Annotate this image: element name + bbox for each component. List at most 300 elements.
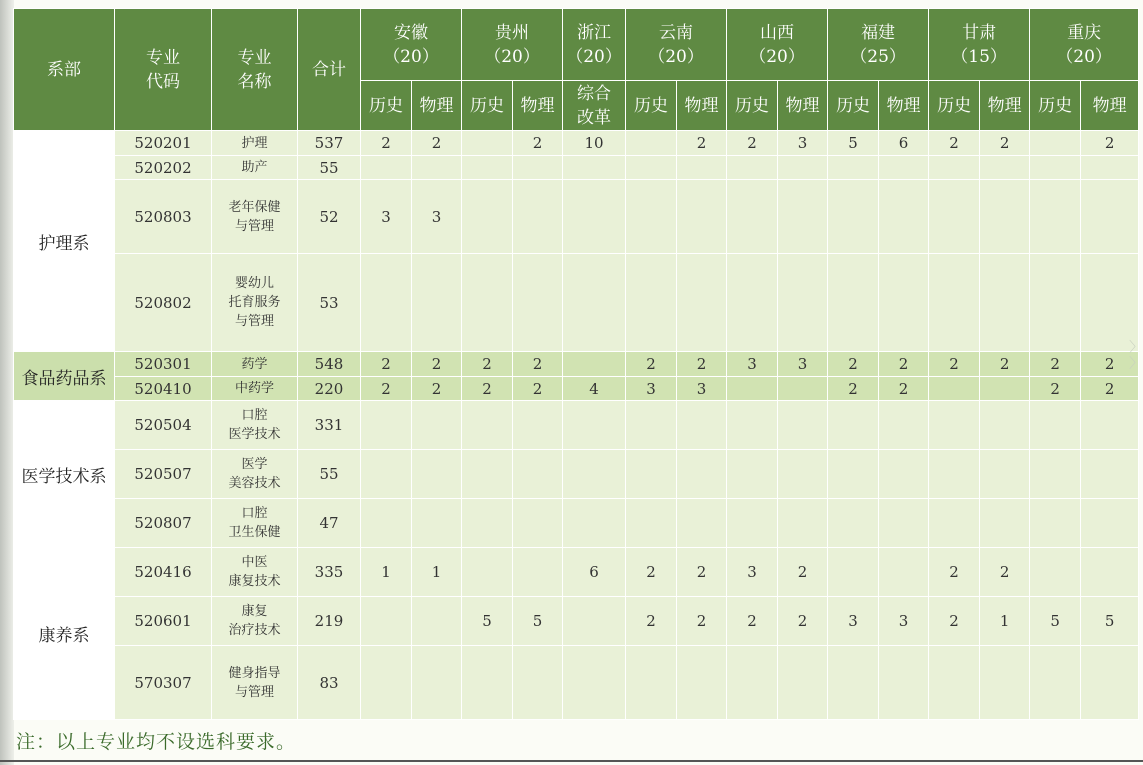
quota-cell bbox=[361, 156, 412, 180]
quota-cell bbox=[626, 499, 677, 548]
table-row bbox=[14, 646, 1139, 720]
quota-cell bbox=[563, 254, 626, 352]
quota-cell bbox=[1030, 254, 1081, 352]
quota-cell: 2 bbox=[412, 377, 462, 401]
quota-cell bbox=[1030, 401, 1081, 450]
province-quota: （20） bbox=[484, 46, 540, 67]
header-subject bbox=[727, 81, 778, 131]
quota-cell bbox=[879, 156, 929, 180]
table-row bbox=[14, 180, 1139, 254]
quota-cell bbox=[412, 499, 462, 548]
quota-cell: 3 bbox=[727, 352, 778, 377]
quota-cell: 2 bbox=[1030, 377, 1081, 401]
quota-cell: 3 bbox=[778, 131, 828, 156]
quota-cell bbox=[879, 401, 929, 450]
header-subject-line: 物理 bbox=[785, 95, 820, 116]
header-province bbox=[1030, 9, 1139, 81]
quota-cell bbox=[879, 450, 929, 499]
quota-cell bbox=[513, 450, 563, 499]
header-dept: 系部 bbox=[14, 9, 115, 131]
major-name-line: 托育服务 bbox=[228, 295, 281, 310]
province-name: 重庆 bbox=[1067, 22, 1102, 43]
major-name-line: 与管理 bbox=[234, 684, 274, 700]
quota-cell bbox=[361, 401, 412, 450]
total-cell: 52 bbox=[298, 180, 361, 254]
header-subject bbox=[462, 81, 513, 131]
quota-cell: 5 bbox=[1081, 597, 1139, 646]
major-name-cell bbox=[212, 131, 298, 156]
quota-cell bbox=[929, 180, 980, 254]
header-name bbox=[212, 9, 298, 131]
quota-cell: 1 bbox=[412, 548, 462, 597]
quota-cell bbox=[462, 450, 513, 499]
header-subject-line: 历史 bbox=[634, 95, 669, 116]
quota-cell bbox=[513, 180, 563, 254]
quota-cell bbox=[1081, 401, 1139, 450]
major-code-cell: 520416 bbox=[115, 548, 212, 597]
major-code-cell: 520201 bbox=[115, 131, 212, 156]
quota-cell: 2 bbox=[929, 548, 980, 597]
province-quota: （20） bbox=[749, 46, 805, 67]
quota-cell bbox=[1081, 254, 1139, 352]
province-quota: （20） bbox=[648, 46, 704, 67]
quota-cell bbox=[462, 156, 513, 180]
quota-cell: 2 bbox=[626, 548, 677, 597]
header-subject-line: 物理 bbox=[684, 95, 719, 116]
major-name-cell bbox=[212, 254, 298, 352]
quota-cell: 2 bbox=[879, 352, 929, 377]
header-subject bbox=[1030, 81, 1081, 131]
quota-cell bbox=[462, 548, 513, 597]
quota-cell bbox=[563, 450, 626, 499]
quota-cell: 3 bbox=[412, 180, 462, 254]
quota-cell bbox=[412, 156, 462, 180]
quota-cell: 2 bbox=[361, 352, 412, 377]
quota-cell bbox=[462, 254, 513, 352]
header-subject bbox=[879, 81, 929, 131]
major-name-line: 助产 bbox=[241, 160, 268, 175]
header-subject bbox=[361, 81, 412, 131]
province-name: 云南 bbox=[659, 22, 694, 43]
quota-cell: 2 bbox=[412, 352, 462, 377]
quota-cell: 2 bbox=[677, 352, 727, 377]
table-row bbox=[14, 401, 1139, 450]
major-name-line: 中药学 bbox=[234, 381, 274, 396]
header-province bbox=[929, 9, 1030, 81]
quota-cell: 2 bbox=[412, 131, 462, 156]
quota-cell: 5 bbox=[462, 597, 513, 646]
quota-cell: 2 bbox=[677, 131, 727, 156]
quota-cell bbox=[727, 646, 778, 720]
quota-cell: 2 bbox=[513, 377, 563, 401]
quota-cell bbox=[361, 450, 412, 499]
quota-cell bbox=[778, 401, 828, 450]
quota-cell bbox=[727, 401, 778, 450]
province-quota: （20） bbox=[383, 46, 439, 67]
dept-cell: 食品药品系 bbox=[14, 352, 115, 401]
quota-cell bbox=[1030, 180, 1081, 254]
dept-cell: 医学技术系 bbox=[14, 401, 115, 548]
major-name-line: 口腔 bbox=[241, 506, 268, 521]
major-code-cell: 520504 bbox=[115, 401, 212, 450]
quota-cell bbox=[513, 646, 563, 720]
quota-cell: 2 bbox=[626, 352, 677, 377]
quota-cell: 2 bbox=[778, 597, 828, 646]
province-name: 贵州 bbox=[495, 22, 530, 43]
quota-cell bbox=[778, 450, 828, 499]
quota-cell: 2 bbox=[980, 131, 1030, 156]
quota-cell bbox=[980, 156, 1030, 180]
header-subject-line: 历史 bbox=[937, 95, 972, 116]
quota-cell bbox=[1030, 450, 1081, 499]
quota-cell bbox=[1081, 548, 1139, 597]
total-cell: 331 bbox=[298, 401, 361, 450]
quota-cell: 1 bbox=[980, 597, 1030, 646]
major-name-line: 卫生保健 bbox=[228, 525, 281, 540]
quota-cell bbox=[361, 597, 412, 646]
total-cell: 55 bbox=[298, 450, 361, 499]
quota-cell bbox=[727, 377, 778, 401]
major-name-cell bbox=[212, 548, 298, 597]
table-row bbox=[14, 499, 1139, 548]
header-subject bbox=[412, 81, 462, 131]
major-name-line: 医学技术 bbox=[228, 427, 281, 442]
page-edge-shadow bbox=[0, 0, 14, 765]
quota-cell bbox=[879, 548, 929, 597]
header-subject-line: 历史 bbox=[470, 95, 505, 116]
quota-cell: 5 bbox=[1030, 597, 1081, 646]
major-code-cell: 520507 bbox=[115, 450, 212, 499]
quota-cell bbox=[361, 499, 412, 548]
header-subject bbox=[929, 81, 980, 131]
quota-cell: 2 bbox=[1081, 377, 1139, 401]
quota-cell: 6 bbox=[563, 548, 626, 597]
quota-cell bbox=[929, 646, 980, 720]
total-cell: 53 bbox=[298, 254, 361, 352]
header-subject-line: 物理 bbox=[1092, 95, 1127, 116]
quota-cell: 2 bbox=[1081, 352, 1139, 377]
quota-cell: 6 bbox=[879, 131, 929, 156]
major-code-cell: 520202 bbox=[115, 156, 212, 180]
quota-cell bbox=[563, 352, 626, 377]
quota-cell: 2 bbox=[513, 352, 563, 377]
quota-cell bbox=[778, 156, 828, 180]
quota-cell bbox=[412, 254, 462, 352]
quota-cell: 3 bbox=[727, 548, 778, 597]
quota-cell: 4 bbox=[563, 377, 626, 401]
header-subject-line: 物理 bbox=[886, 95, 921, 116]
quota-cell bbox=[412, 597, 462, 646]
quota-cell bbox=[462, 646, 513, 720]
total-cell: 47 bbox=[298, 499, 361, 548]
quota-cell bbox=[929, 254, 980, 352]
quota-cell: 2 bbox=[828, 377, 879, 401]
quota-cell bbox=[626, 180, 677, 254]
header-name-line: 专业 bbox=[237, 47, 272, 68]
quota-cell bbox=[879, 646, 929, 720]
table-body bbox=[14, 131, 1143, 720]
quota-cell bbox=[980, 254, 1030, 352]
quota-cell bbox=[727, 180, 778, 254]
quota-cell bbox=[361, 646, 412, 720]
quota-cell: 2 bbox=[929, 131, 980, 156]
header-subject-line: 物理 bbox=[987, 95, 1022, 116]
quota-cell: 2 bbox=[361, 131, 412, 156]
quota-cell bbox=[626, 646, 677, 720]
footnote: 注：以上专业均不设选科要求。 bbox=[16, 731, 297, 753]
major-name-line: 康复技术 bbox=[228, 574, 281, 589]
quota-cell bbox=[462, 499, 513, 548]
header-total: 合计 bbox=[298, 9, 361, 131]
quota-cell: 2 bbox=[626, 597, 677, 646]
quota-cell bbox=[828, 254, 879, 352]
quota-cell bbox=[513, 499, 563, 548]
total-cell: 220 bbox=[298, 377, 361, 401]
quota-cell bbox=[929, 401, 980, 450]
quota-cell: 5 bbox=[828, 131, 879, 156]
table-row bbox=[14, 377, 1139, 401]
header-name-line: 名称 bbox=[237, 71, 272, 92]
quota-cell bbox=[1030, 131, 1081, 156]
table-row bbox=[14, 548, 1139, 597]
quota-cell bbox=[778, 499, 828, 548]
quota-cell bbox=[677, 450, 727, 499]
quota-cell bbox=[513, 254, 563, 352]
quota-cell bbox=[778, 646, 828, 720]
quota-cell bbox=[626, 254, 677, 352]
quota-cell bbox=[626, 131, 677, 156]
total-cell: 219 bbox=[298, 597, 361, 646]
quota-cell bbox=[412, 646, 462, 720]
quota-cell bbox=[677, 499, 727, 548]
table-header bbox=[14, 9, 1139, 131]
quota-cell: 10 bbox=[563, 131, 626, 156]
major-name-line: 康复 bbox=[241, 604, 268, 619]
major-name-cell bbox=[212, 597, 298, 646]
quota-cell: 2 bbox=[929, 352, 980, 377]
quota-cell bbox=[980, 646, 1030, 720]
quota-cell: 2 bbox=[677, 597, 727, 646]
table-row bbox=[14, 352, 1139, 377]
header-subject-line: 综合 bbox=[577, 83, 612, 104]
quota-cell bbox=[361, 254, 412, 352]
quota-cell bbox=[513, 156, 563, 180]
header-subject-line: 物理 bbox=[419, 95, 454, 116]
major-name-cell bbox=[212, 180, 298, 254]
quota-cell bbox=[462, 131, 513, 156]
table-row bbox=[14, 450, 1139, 499]
enrollment-plan-table bbox=[13, 8, 1143, 720]
header-code-line: 代码 bbox=[146, 71, 180, 92]
quota-cell bbox=[1081, 180, 1139, 254]
header-subject-line: 历史 bbox=[735, 95, 770, 116]
major-name-line: 护理 bbox=[241, 135, 268, 151]
quota-cell bbox=[513, 401, 563, 450]
quota-cell bbox=[929, 377, 980, 401]
quota-cell bbox=[778, 377, 828, 401]
quota-cell: 3 bbox=[361, 180, 412, 254]
quota-cell bbox=[727, 499, 778, 548]
quota-cell: 2 bbox=[1030, 352, 1081, 377]
quota-cell: 3 bbox=[879, 597, 929, 646]
quota-cell bbox=[727, 254, 778, 352]
total-cell: 537 bbox=[298, 131, 361, 156]
quota-cell bbox=[980, 377, 1030, 401]
quota-cell bbox=[980, 401, 1030, 450]
quota-cell: 2 bbox=[980, 548, 1030, 597]
quota-cell bbox=[727, 156, 778, 180]
province-quota: （25） bbox=[850, 46, 906, 67]
quota-cell: 2 bbox=[980, 352, 1030, 377]
quota-cell: 2 bbox=[462, 377, 513, 401]
province-name: 安徽 bbox=[394, 22, 428, 43]
major-name-cell bbox=[212, 377, 298, 401]
quota-cell: 2 bbox=[1081, 131, 1139, 156]
major-name-cell bbox=[212, 450, 298, 499]
page-turn-chevron-icon[interactable]: 〉 〉 bbox=[1129, 340, 1143, 372]
quota-cell: 2 bbox=[828, 352, 879, 377]
quota-cell bbox=[929, 450, 980, 499]
major-code-cell: 520802 bbox=[115, 254, 212, 352]
major-name-line: 医学 bbox=[241, 457, 268, 472]
quota-cell: 2 bbox=[677, 548, 727, 597]
province-quota: （15） bbox=[951, 46, 1007, 67]
quota-cell bbox=[513, 548, 563, 597]
major-name-line: 药学 bbox=[241, 356, 268, 372]
header-province bbox=[626, 9, 727, 81]
quota-cell bbox=[1030, 548, 1081, 597]
quota-cell bbox=[626, 156, 677, 180]
quota-cell: 2 bbox=[929, 597, 980, 646]
major-name-line: 婴幼儿 bbox=[234, 276, 274, 291]
quota-cell bbox=[1030, 156, 1081, 180]
header-subject bbox=[980, 81, 1030, 131]
major-name-line: 与管理 bbox=[234, 218, 274, 234]
total-cell: 55 bbox=[298, 156, 361, 180]
dept-cell: 康养系 bbox=[14, 548, 115, 720]
page-bottom-rule bbox=[0, 760, 1143, 762]
major-code-cell: 520410 bbox=[115, 377, 212, 401]
quota-cell bbox=[929, 499, 980, 548]
header-province bbox=[361, 9, 462, 81]
quota-cell bbox=[879, 254, 929, 352]
quota-cell bbox=[828, 180, 879, 254]
quota-cell: 3 bbox=[626, 377, 677, 401]
header-province bbox=[462, 9, 563, 81]
header-subject bbox=[778, 81, 828, 131]
quota-cell bbox=[1030, 646, 1081, 720]
quota-cell bbox=[828, 156, 879, 180]
table-row bbox=[14, 156, 1139, 180]
major-name-line: 与管理 bbox=[234, 314, 274, 329]
quota-cell bbox=[626, 450, 677, 499]
quota-cell bbox=[727, 450, 778, 499]
header-subject bbox=[513, 81, 563, 131]
quota-cell bbox=[563, 499, 626, 548]
quota-cell bbox=[1081, 450, 1139, 499]
quota-cell bbox=[879, 499, 929, 548]
major-name-cell bbox=[212, 499, 298, 548]
header-subject bbox=[626, 81, 677, 131]
quota-cell bbox=[828, 450, 879, 499]
major-name-cell bbox=[212, 401, 298, 450]
major-name-cell bbox=[212, 646, 298, 720]
quota-cell bbox=[462, 401, 513, 450]
major-code-cell: 520601 bbox=[115, 597, 212, 646]
major-name-cell bbox=[212, 352, 298, 377]
major-name-line: 治疗技术 bbox=[228, 623, 281, 638]
major-name-line: 健身指导 bbox=[228, 665, 281, 681]
major-name-line: 美容技术 bbox=[228, 476, 281, 491]
quota-cell bbox=[1030, 499, 1081, 548]
quota-cell: 3 bbox=[778, 352, 828, 377]
header-code-line: 专业 bbox=[146, 47, 180, 68]
total-cell: 548 bbox=[298, 352, 361, 377]
quota-cell bbox=[677, 254, 727, 352]
major-code-cell: 570307 bbox=[115, 646, 212, 720]
quota-cell bbox=[563, 180, 626, 254]
header-subject bbox=[677, 81, 727, 131]
quota-cell bbox=[778, 180, 828, 254]
major-name-line: 口腔 bbox=[241, 408, 268, 423]
header-subject-line: 改革 bbox=[577, 107, 612, 128]
province-name: 甘肃 bbox=[962, 22, 997, 43]
table-row bbox=[14, 254, 1139, 352]
quota-cell bbox=[563, 597, 626, 646]
quota-cell bbox=[929, 156, 980, 180]
header-province bbox=[563, 9, 626, 81]
major-name-line: 老年保健 bbox=[228, 199, 281, 215]
quota-cell bbox=[879, 180, 929, 254]
header-subject-line: 物理 bbox=[520, 95, 555, 116]
quota-cell bbox=[626, 401, 677, 450]
total-cell: 83 bbox=[298, 646, 361, 720]
major-name-line: 中医 bbox=[241, 555, 268, 570]
quota-cell bbox=[563, 646, 626, 720]
quota-cell bbox=[828, 401, 879, 450]
quota-cell: 3 bbox=[828, 597, 879, 646]
header-subject-line: 历史 bbox=[369, 95, 403, 116]
header-subject bbox=[828, 81, 879, 131]
total-cell: 335 bbox=[298, 548, 361, 597]
quota-cell bbox=[828, 646, 879, 720]
quota-cell: 2 bbox=[361, 377, 412, 401]
quota-cell: 2 bbox=[778, 548, 828, 597]
header-subject bbox=[563, 81, 626, 131]
province-quota: （20） bbox=[566, 46, 622, 67]
major-name-cell bbox=[212, 156, 298, 180]
quota-cell bbox=[828, 548, 879, 597]
major-code-cell: 520301 bbox=[115, 352, 212, 377]
quota-cell bbox=[828, 499, 879, 548]
quota-cell: 1 bbox=[361, 548, 412, 597]
province-quota: （20） bbox=[1056, 46, 1112, 67]
quota-cell: 2 bbox=[727, 597, 778, 646]
quota-cell bbox=[412, 401, 462, 450]
quota-cell: 2 bbox=[879, 377, 929, 401]
quota-cell bbox=[980, 180, 1030, 254]
quota-cell bbox=[462, 180, 513, 254]
major-code-cell: 520807 bbox=[115, 499, 212, 548]
province-name: 山西 bbox=[760, 22, 795, 43]
header-subject bbox=[1081, 81, 1139, 131]
quota-cell bbox=[677, 646, 727, 720]
quota-cell: 2 bbox=[462, 352, 513, 377]
quota-cell bbox=[677, 401, 727, 450]
major-code-cell: 520803 bbox=[115, 180, 212, 254]
quota-cell bbox=[1081, 156, 1139, 180]
quota-cell bbox=[778, 254, 828, 352]
